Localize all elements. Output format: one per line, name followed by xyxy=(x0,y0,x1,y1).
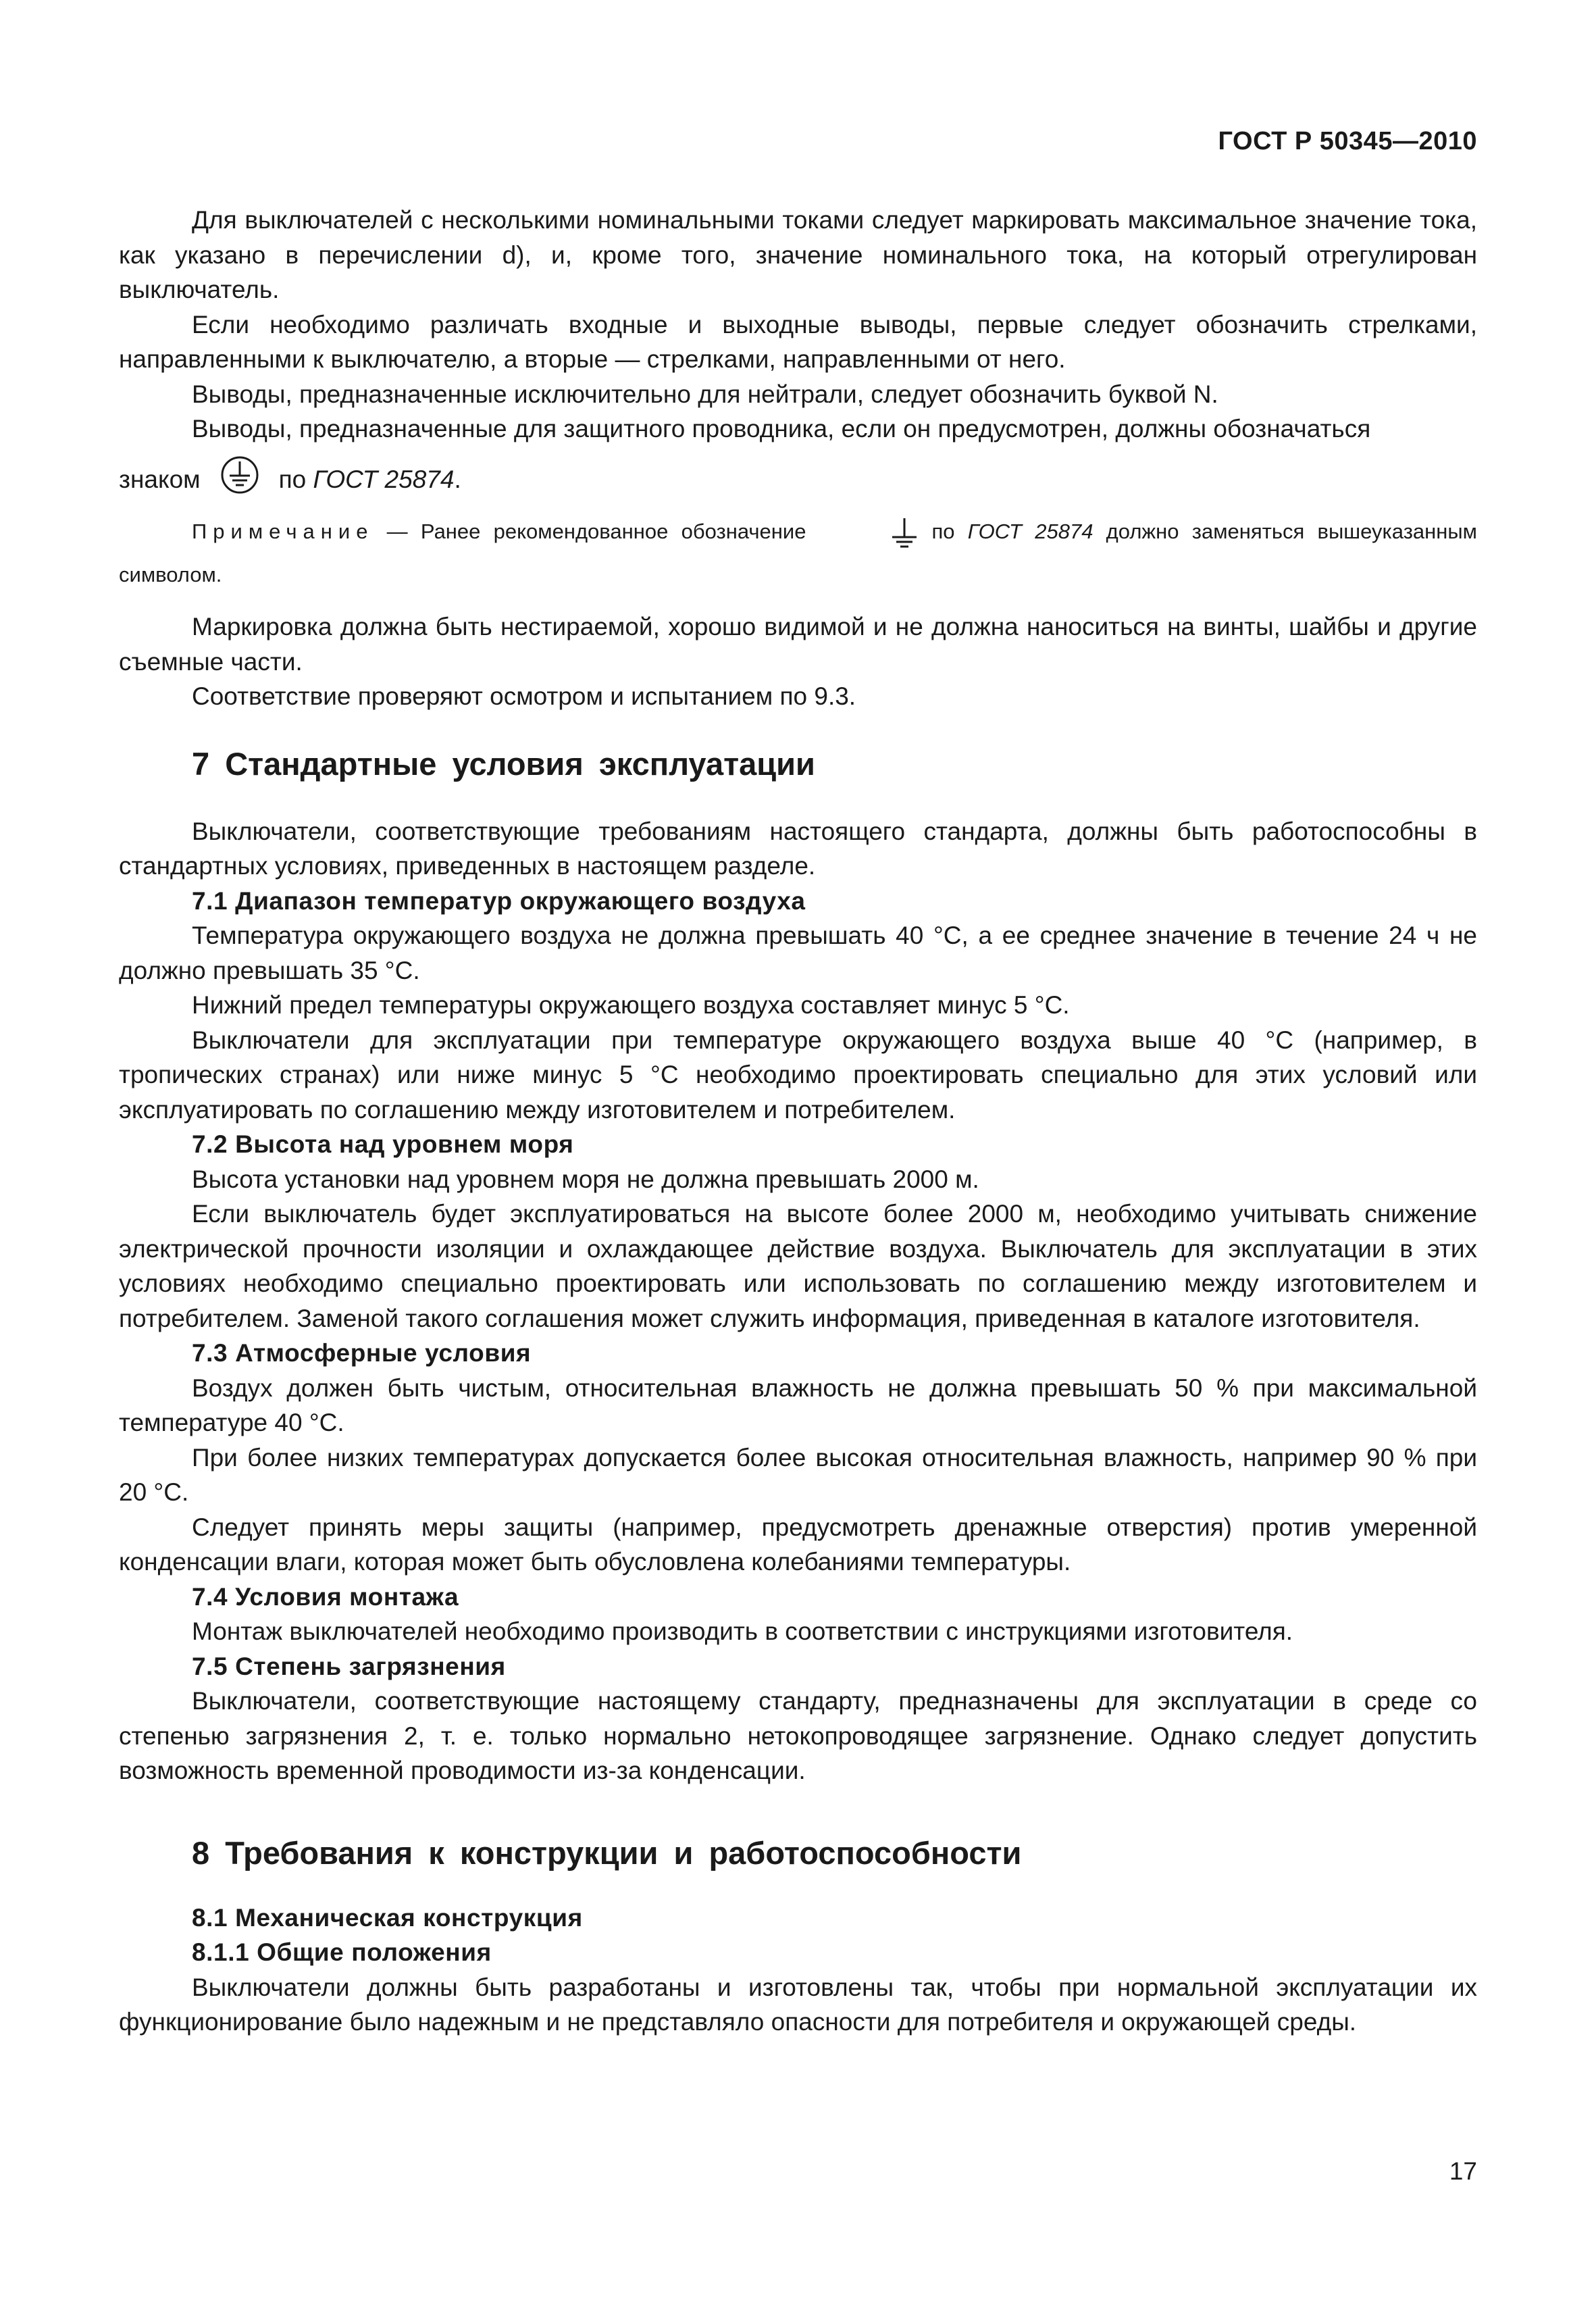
subsection-7-3-title: 7.3 Атмосферные условия xyxy=(192,1339,532,1367)
subsection-7-2-p2: Если выключатель будет эксплуатироваться на высоте более 2000 м, необходимо учитывать снижение электрической прочности изоляции и охлаждающее действие воздуха. Выключатель для эксплуатации в этих условиях необходимо специально проектировать или использовать по соглашению между изготовителем и потребителем. Заменой такого соглашения может служить информация, приведенная в каталоге изготовителя. xyxy=(119,1200,1477,1332)
subsection-7-3-p1: Воздух должен быть чистым, относительная влажность не должна превышать 50 % при максимальной температуре 40 °С. xyxy=(119,1374,1477,1436)
sign-prefix: знаком xyxy=(119,465,201,493)
paragraph-marking-max-current: Для выключателей с несколькими номинальными токами следует маркировать максимальное значение тока, как указано в перечислении d), и, кроме того, значение номинального тока, на который отрегулирован выключатель. xyxy=(119,206,1477,303)
section-7-title: 7 Стандартные условия эксплуатации xyxy=(192,745,815,782)
note-text-b: по xyxy=(931,520,968,543)
sign-suffix-end: . xyxy=(454,465,461,493)
subsection-7-2-title: 7.2 Высота над уровнем моря xyxy=(192,1130,574,1158)
sign-suffix-text: по xyxy=(278,465,313,493)
protective-earth-icon xyxy=(220,455,260,505)
note-block xyxy=(119,515,1477,592)
paragraph-compliance-check: Соответствие проверяют осмотром и испытанием по 9.3. xyxy=(192,682,856,710)
subsection-7-4-title: 7.4 Условия монтажа xyxy=(192,1582,459,1611)
subsection-8-1-1-title: 8.1.1 Общие положения xyxy=(192,1938,492,1966)
subsection-7-3-p3: Следует принять меры защиты (например, предусмотреть дренажные отверстия) против умеренной конденсации влаги, которая может быть обусловлена колебаниями температуры. xyxy=(119,1513,1477,1576)
subsection-8-1-1-p1: Выключатели должны быть разработаны и изготовлены так, чтобы при нормальной эксплуатации их функционирование было надежным и не представляло опасности для потребителя и окружающей среды. xyxy=(119,1973,1477,2036)
page-content xyxy=(119,203,1477,2040)
subsection-7-1-p3: Выключатели для эксплуатации при температуре окружающего воздуха выше 40 °С (например, в тропических странах) или ниже минус 5 °С необходимо проектировать специально для этих условий или эксплуатировать по соглашению между изготовителем и потребителем. xyxy=(119,1026,1477,1124)
page-number: 17 xyxy=(1449,2157,1477,2185)
section-7-intro: Выключатели, соответствующие требованиям настоящего стандарта, должны быть работоспособны в стандартных условиях, приведенных в настоящем разделе. xyxy=(119,817,1477,880)
subsection-7-5-p1: Выключатели, соответствующие настоящему стандарту, предназначены для эксплуатации в среде со степенью загрязнения 2, т. е. только нормально нетокопроводящее загрязнение. Однако следует допустить возможность временной проводимости из-за конденсации. xyxy=(119,1687,1477,1784)
earth-symbol-icon xyxy=(818,517,918,558)
subsection-7-2-p1: Высота установки над уровнем моря не должна превышать 2000 м. xyxy=(192,1165,979,1193)
subsection-8-1-title: 8.1 Механическая конструкция xyxy=(192,1903,583,1932)
sign-suffix-ref: ГОСТ 25874 xyxy=(313,465,455,493)
note-text-c: должно заменяться вышеуказанным символом. xyxy=(119,520,1477,586)
note-label: Примечание xyxy=(192,520,374,543)
subsection-7-1-p2: Нижний предел температуры окружающего воздуха составляет минус 5 °С. xyxy=(192,991,1070,1019)
subsection-7-5-title: 7.5 Степень загрязнения xyxy=(192,1652,506,1680)
protective-earth-sign-line xyxy=(119,455,1477,505)
subsection-7-4-p1: Монтаж выключателей необходимо производить в соответствии с инструкциями изготовителя. xyxy=(192,1617,1293,1645)
section-8-title: 8 Требования к конструкции и работоспособности xyxy=(192,1834,1022,1871)
paragraph-marking-durable: Маркировка должна быть нестираемой, хорошо видимой и не должна наноситься на винты, шайбы и другие съемные части. xyxy=(119,613,1477,676)
note-ref: ГОСТ 25874 xyxy=(967,520,1093,543)
paragraph-protective-conductor: Выводы, предназначенные для защитного проводника, если он предусмотрен, должны обозначаться xyxy=(192,415,1371,443)
subsection-7-1-title: 7.1 Диапазон температур окружающего воздуха xyxy=(192,886,806,915)
subsection-7-1-p1: Температура окружающего воздуха не должна превышать 40 °С, а ее среднее значение в течение 24 ч не должно превышать 35 °С. xyxy=(119,922,1477,984)
paragraph-terminal-arrows: Если необходимо различать входные и выходные выводы, первые следует обозначить стрелками, направленными к выключателю, а вторые — стрелками, направленными от него. xyxy=(119,310,1477,373)
document-header: ГОСТ Р 50345—2010 xyxy=(1218,127,1477,155)
note-text-a: — Ранее рекомендованное обозначение xyxy=(374,520,806,543)
subsection-7-3-p2: При более низких температурах допускается более высокая относительная влажность, например 90 % при 20 °С. xyxy=(119,1443,1477,1506)
paragraph-neutral-marking: Выводы, предназначенные исключительно для нейтрали, следует обозначить буквой N. xyxy=(192,380,1218,408)
